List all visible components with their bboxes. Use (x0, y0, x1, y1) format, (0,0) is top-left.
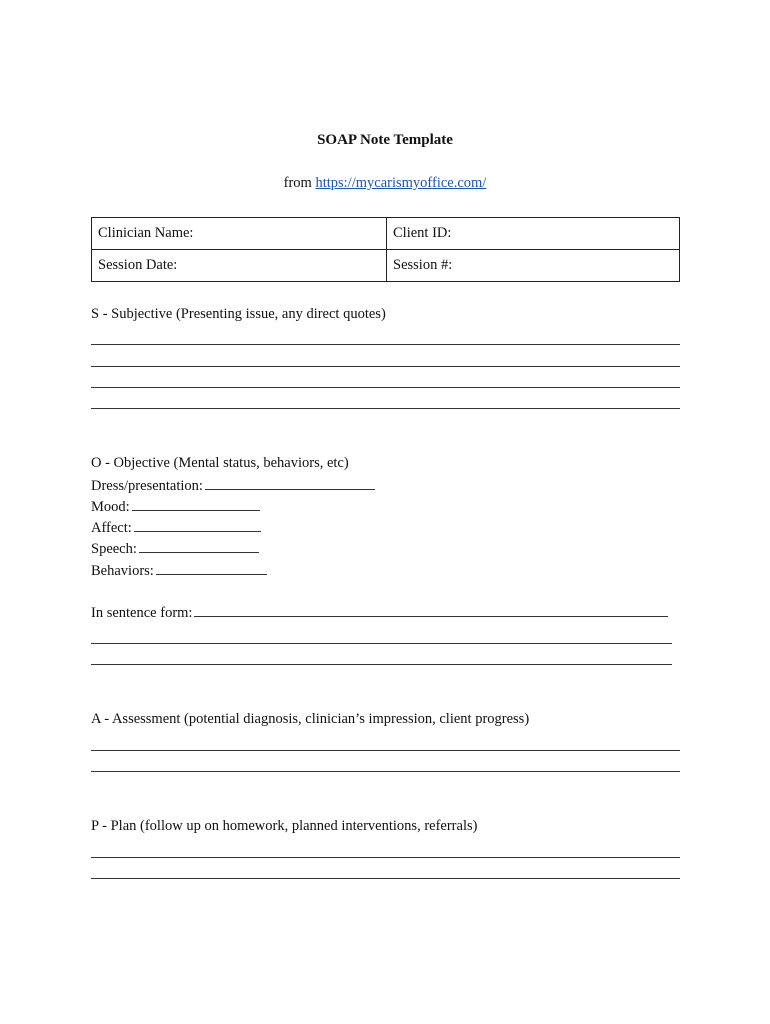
subjective-line-1[interactable] (91, 344, 680, 345)
dress-blank[interactable] (205, 477, 375, 490)
assessment-heading: A - Assessment (potential diagnosis, clinician’s impression, client progress) (91, 711, 530, 727)
plan-line-1[interactable] (91, 857, 680, 858)
sentence-form-blank[interactable] (194, 604, 668, 617)
session-number-cell[interactable]: Session #: (387, 250, 680, 282)
table-row (92, 250, 680, 282)
behaviors-blank[interactable] (156, 562, 267, 575)
plan-heading: P - Plan (follow up on homework, planned interventions, referrals) (91, 818, 478, 834)
session-date-cell[interactable]: Session Date: (92, 250, 387, 282)
affect-field (91, 519, 261, 537)
table-row (92, 218, 680, 250)
behaviors-field (91, 562, 267, 580)
subjective-heading: S - Subjective (Presenting issue, any direct quotes) (91, 306, 386, 322)
affect-label: Affect: (91, 520, 132, 536)
source-prefix: from (283, 175, 316, 191)
affect-blank[interactable] (134, 519, 261, 532)
clinician-name-cell[interactable]: Clinician Name: (92, 218, 387, 250)
behaviors-label: Behaviors: (91, 563, 154, 579)
source-line (0, 175, 770, 192)
info-table (91, 217, 680, 282)
subjective-line-3[interactable] (91, 387, 680, 388)
document-title: SOAP Note Template (317, 132, 453, 148)
assessment-line-1[interactable] (91, 750, 680, 751)
speech-label: Speech: (91, 541, 137, 557)
sentence-form-line-1[interactable] (91, 643, 672, 644)
subjective-line-4[interactable] (91, 408, 680, 409)
mood-label: Mood: (91, 499, 130, 515)
plan-line-2[interactable] (91, 878, 680, 879)
mood-blank[interactable] (132, 498, 260, 511)
source-link[interactable]: https://mycarismyoffice.com/ (315, 175, 487, 191)
dress-field (91, 477, 375, 495)
sentence-form-label: In sentence form: (91, 605, 193, 621)
dress-label: Dress/presentation: (91, 478, 203, 494)
sentence-form-field (91, 604, 668, 622)
subjective-line-2[interactable] (91, 366, 680, 367)
client-id-cell[interactable]: Client ID: (387, 218, 680, 250)
objective-heading: O - Objective (Mental status, behaviors, etc) (91, 455, 349, 471)
mood-field (91, 498, 260, 516)
speech-field (91, 540, 259, 558)
sentence-form-line-2[interactable] (91, 664, 672, 665)
assessment-line-2[interactable] (91, 771, 680, 772)
speech-blank[interactable] (139, 540, 259, 553)
